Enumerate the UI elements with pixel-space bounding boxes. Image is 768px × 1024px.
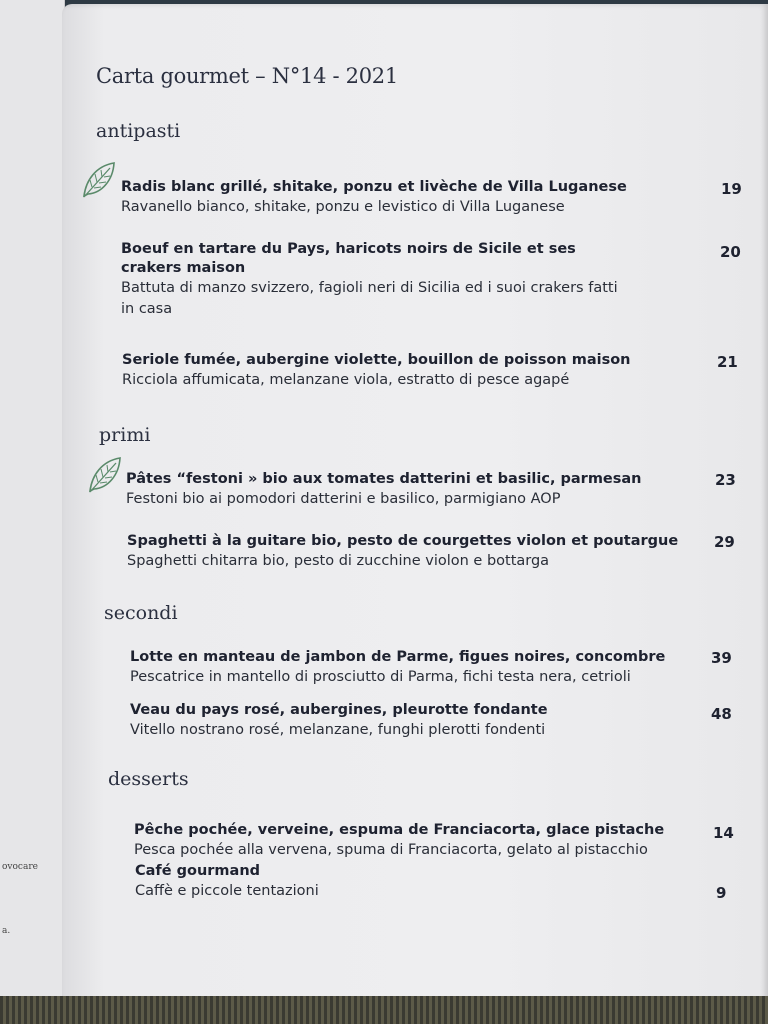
item-price: 20 — [720, 243, 741, 261]
left-page-fragment: ovocare — [2, 862, 38, 872]
menu-title: Carta gourmet – N°14 - 2021 — [96, 64, 398, 88]
item-price: 48 — [711, 705, 732, 723]
item-price: 23 — [715, 471, 736, 489]
item-price: 19 — [721, 180, 742, 198]
section-desserts: desserts — [108, 768, 189, 790]
menu-item — [135, 862, 635, 902]
item-name-fr: Lotte en manteau de jambon de Parme, figues noires, concombre — [130, 649, 666, 665]
item-name-fr: Café gourmand — [135, 863, 261, 879]
item-name-it: Ricciola affumicata, melanzane viola, estratto di pesce agapé — [122, 372, 570, 388]
item-name-fr: Pâtes “festoni » bio aux tomates datterini et basilic, parmesan — [126, 471, 642, 487]
leaf-icon — [80, 160, 118, 200]
item-name-it: Spaghetti chitarra bio, pesto di zucchine violon e bottarga — [127, 553, 550, 569]
menu-item — [130, 648, 720, 688]
menu-item — [127, 532, 717, 572]
menu-item — [130, 701, 720, 741]
left-page-fragment: a. — [2, 926, 11, 936]
item-name-fr: Boeuf en tartare du Pays, haricots noirs de Sicile et ses crakers maison — [121, 241, 576, 276]
item-price: 21 — [717, 353, 738, 371]
table-surface — [0, 996, 768, 1024]
item-name-fr: Spaghetti à la guitare bio, pesto de courgettes violon et poutargue — [127, 533, 679, 549]
menu-item — [134, 821, 724, 861]
item-name-fr: Radis blanc grillé, shitake, ponzu et livèche de Villa Luganese — [121, 179, 627, 195]
menu-item — [126, 470, 716, 510]
leaf-icon — [86, 455, 124, 495]
menu-item — [121, 178, 711, 218]
item-name-it: Pescatrice in mantello di prosciutto di Parma, fichi testa nera, cetrioli — [130, 669, 631, 685]
item-name-it: Battuta di manzo svizzero, fagioli neri di Sicilia ed i suoi crakers fatti in casa — [121, 280, 618, 317]
menu-item — [121, 240, 641, 320]
section-secondi: secondi — [104, 602, 178, 624]
item-price: 9 — [716, 884, 727, 902]
item-name-fr: Seriole fumée, aubergine violette, bouillon de poisson maison — [122, 352, 631, 368]
item-name-it: Vitello nostrano rosé, melanzane, funghi plerotti fondenti — [130, 722, 546, 738]
menu-item — [122, 351, 712, 391]
item-name-it: Festoni bio ai pomodori datterini e basilico, parmigiano AOP — [126, 491, 561, 507]
item-name-it: Pesca pochée alla vervena, spuma di Franciacorta, gelato al pistacchio — [134, 842, 648, 858]
item-price: 14 — [713, 824, 734, 842]
section-primi: primi — [99, 424, 151, 446]
item-name-it: Ravanello bianco, shitake, ponzu e levistico di Villa Luganese — [121, 199, 565, 215]
section-antipasti: antipasti — [96, 120, 181, 142]
item-name-fr: Veau du pays rosé, aubergines, pleurotte fondante — [130, 702, 548, 718]
item-name-it: Caffè e piccole tentazioni — [135, 883, 319, 899]
item-price: 29 — [714, 533, 735, 551]
left-page — [0, 0, 65, 1000]
item-price: 39 — [711, 649, 732, 667]
item-name-fr: Pêche pochée, verveine, espuma de Franciacorta, glace pistache — [134, 822, 665, 838]
